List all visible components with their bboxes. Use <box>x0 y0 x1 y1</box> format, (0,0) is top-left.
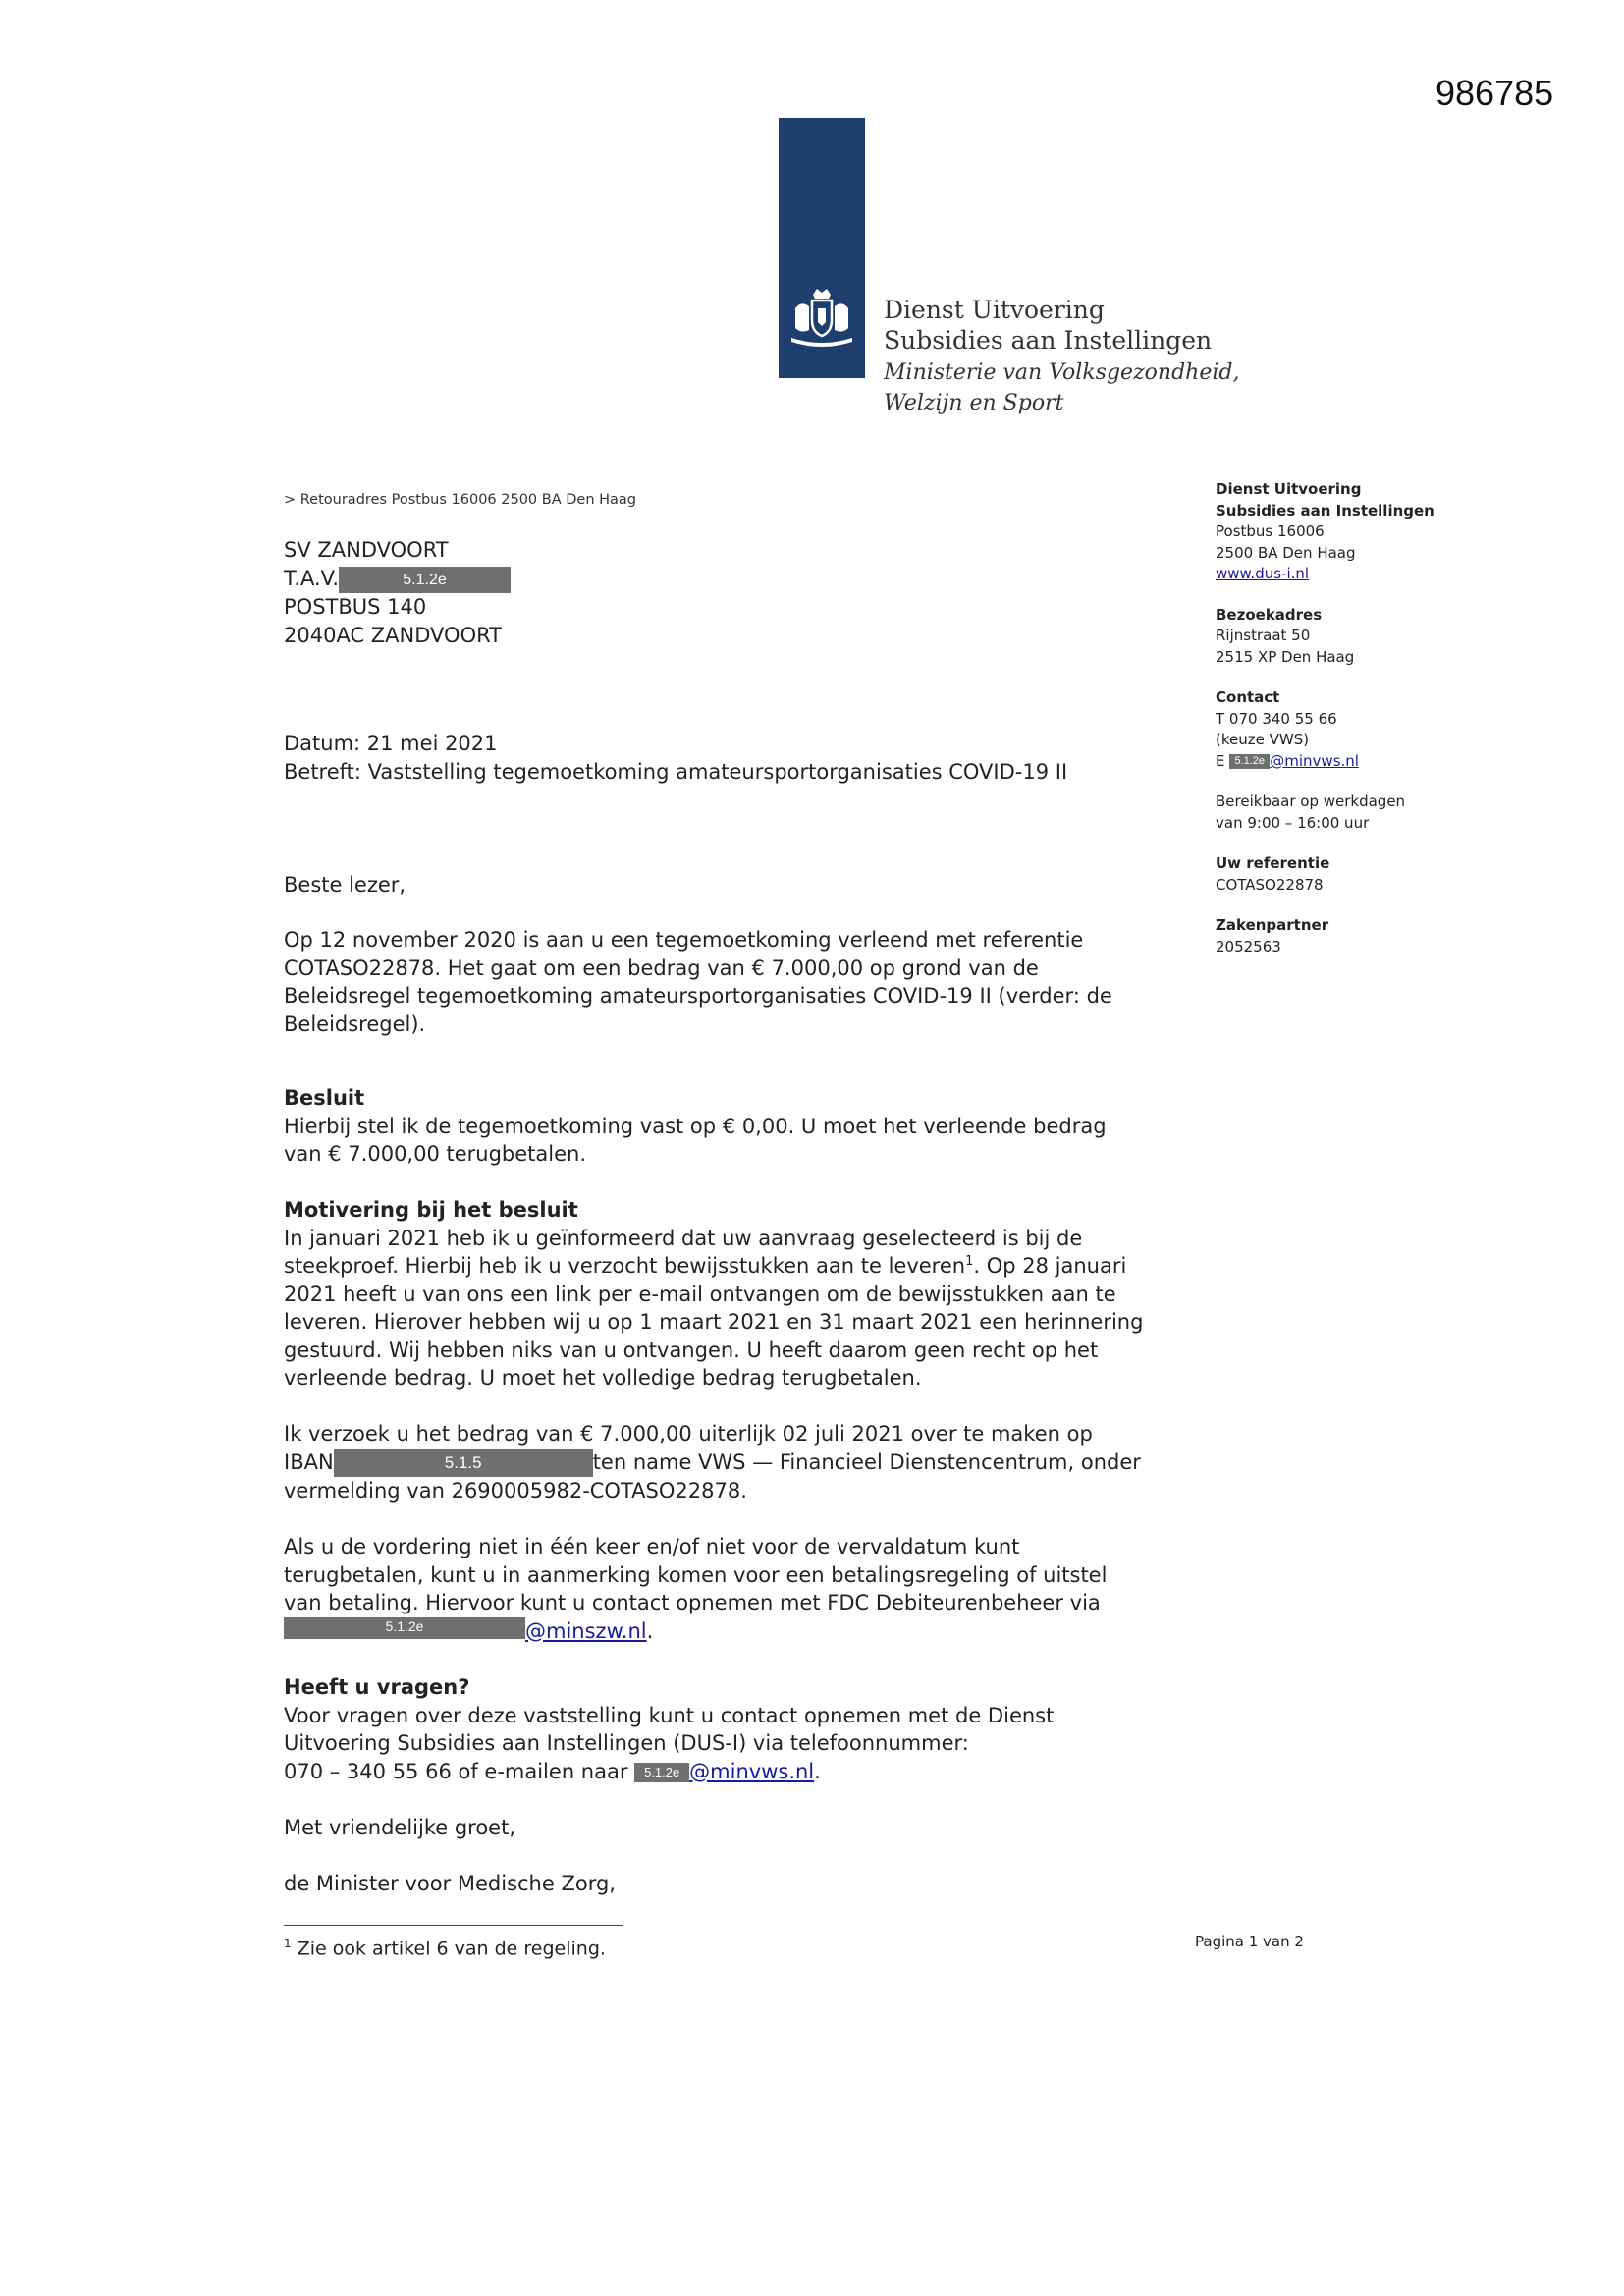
motivering-line: verleende bedrag. U moet het volledige bedrag terugbetalen. <box>284 1366 922 1390</box>
sidebar-partner-value: 2052563 <box>1216 937 1281 956</box>
sidebar-org-title2: Subsidies aan Instellingen <box>1216 501 1435 519</box>
claim-line: terugbetalen, kunt u in aanmerking komen voor een betalingsregeling of uitstel <box>284 1562 1108 1587</box>
sidebar-org-title1: Dienst Uitvoering <box>1216 480 1362 498</box>
logo-ministry-line1: Ministerie van Volksgezondheid, <box>884 360 1240 385</box>
recipient-name: SV ZANDVOORT <box>284 538 449 562</box>
sidebar-visit-city: 2515 XP Den Haag <box>1216 647 1355 666</box>
sidebar-website-link[interactable]: www.dus-i.nl <box>1216 565 1310 582</box>
payment-text: ten name VWS — Financieel Dienstencentrum, onder <box>592 1449 1141 1474</box>
recipient-address <box>284 536 511 650</box>
closing: Met vriendelijke groet, <box>284 1816 516 1839</box>
redaction-block: 5.1.2e <box>339 567 511 593</box>
claim-line: van betaling. Hiervoor kunt u contact opnemen met FDC Debiteurenbeheer via <box>284 1591 1101 1614</box>
besluit-line: van € 7.000,00 terugbetalen. <box>284 1142 587 1166</box>
motivering-line: 2021 heeft u van ons een link per e-mail ontvangen om de bewijsstukken aan te <box>284 1282 1116 1306</box>
attention-label: T.A.V. <box>284 567 340 590</box>
sidebar-reference-value: COTASO22878 <box>1216 875 1324 894</box>
logo-org-line1: Dienst Uitvoering <box>884 296 1105 324</box>
sidebar-partner-title: Zakenpartner <box>1216 916 1329 934</box>
logo-org-name <box>884 295 1212 355</box>
salutation: Beste lezer, <box>284 873 406 897</box>
return-address: > Retouradres Postbus 16006 2500 BA Den Haag <box>284 492 637 508</box>
sidebar-visit-street: Rijnstraat 50 <box>1216 627 1311 644</box>
motivering-line: leveren. Hierover hebben wij u op 1 maart 2021 en 31 maart 2021 een herinnering <box>284 1310 1144 1334</box>
document-number: 986785 <box>1435 73 1554 113</box>
recipient-city: 2040AC ZANDVOORT <box>284 624 502 647</box>
motivering-section <box>284 1196 1187 1393</box>
sidebar-hours-line2: van 9:00 – 16:00 uur <box>1216 813 1370 832</box>
sidebar-email-link[interactable]: @minvws.nl <box>1270 751 1359 770</box>
sidebar-visit-title: Bezoekadres <box>1216 605 1323 624</box>
letter-meta <box>284 730 1067 787</box>
intro-paragraph <box>284 926 1187 1038</box>
logo-ministry-line2: Welzijn en Sport <box>884 391 1064 415</box>
logo-org-line2: Subsidies aan Instellingen <box>884 326 1213 355</box>
footnote-divider <box>284 1925 623 1926</box>
besluit-heading: Besluit <box>284 1086 365 1110</box>
questions-line <box>284 1758 1187 1786</box>
payment-line: vermelding van 2690005982-COTASO22878. <box>284 1479 747 1503</box>
sidebar-postbus: Postbus 16006 <box>1216 522 1325 540</box>
letter-subject: Betreft: Vaststelling tegemoetkoming amateursportorganisaties COVID-19 II <box>284 760 1068 784</box>
motivering-text: . Op 28 januari <box>973 1254 1127 1278</box>
questions-section <box>284 1673 1187 1785</box>
redaction-block: 5.1.2e <box>1229 754 1270 769</box>
redaction-block: 5.1.5 <box>334 1449 593 1477</box>
iban-label: IBAN <box>284 1449 334 1474</box>
footnote-number: 1 <box>284 1937 292 1950</box>
claim-line: Als u de vordering niet in één keer en/of niet voor de vervaldatum kunt <box>284 1535 1020 1558</box>
questions-text: . <box>814 1759 821 1783</box>
footnote <box>284 1937 606 1959</box>
questions-heading: Heeft u vragen? <box>284 1675 470 1699</box>
redaction-block: 5.1.2e <box>284 1617 525 1639</box>
redaction-block: 5.1.2e <box>634 1763 689 1782</box>
motivering-line <box>284 1252 1187 1281</box>
letter-date: Datum: 21 mei 2021 <box>284 732 498 755</box>
page-number: Pagina 1 van 2 <box>1195 1933 1304 1950</box>
sidebar-reference-title: Uw referentie <box>1216 854 1330 872</box>
payment-section <box>284 1420 1187 1505</box>
intro-line: Op 12 november 2020 is aan u een tegemoetkoming verleend met referentie <box>284 928 1084 952</box>
sidebar-contact-title: Contact <box>1216 688 1280 706</box>
signature: de Minister voor Medische Zorg, <box>284 1872 616 1895</box>
intro-line: COTASO22878. Het gaat om een bedrag van € 7.000,00 op grond van de <box>284 956 1039 980</box>
intro-line: Beleidsregel). <box>284 1011 426 1036</box>
questions-line: Voor vragen over deze vaststelling kunt u contact opnemen met de Dienst <box>284 1703 1055 1727</box>
sidebar-hours-line1: Bereikbaar op werkdagen <box>1216 793 1406 810</box>
recipient-attention <box>284 565 511 593</box>
footnote-text: Zie ook artikel 6 van de regeling. <box>297 1938 606 1960</box>
motivering-text: steekproef. Hierbij heb ik u verzocht bewijsstukken aan te leveren <box>284 1254 966 1278</box>
motivering-line: In januari 2021 heb ik u geïnformeerd dat uw aanvraag geselecteerd is bij de <box>284 1226 1083 1250</box>
crest-icon <box>785 287 858 352</box>
payment-line: Ik verzoek u het bedrag van € 7.000,00 uiterlijk 02 juli 2021 over te maken op <box>284 1422 1093 1446</box>
claim-text: . <box>646 1618 654 1643</box>
motivering-line: gestuurd. Wij hebben niks van u ontvangen. U heeft daarom geen recht op het <box>284 1338 1099 1362</box>
claim-section <box>284 1533 1187 1645</box>
besluit-line: Hierbij stel ik de tegemoetkoming vast op € 0,00. U moet het verleende bedrag <box>284 1114 1107 1138</box>
sidebar-postcode: 2500 BA Den Haag <box>1216 543 1356 562</box>
questions-text: 070 – 340 55 66 of e-mailen naar <box>284 1759 628 1783</box>
motivering-heading: Motivering bij het besluit <box>284 1198 578 1222</box>
sidebar-phone: T 070 340 55 66 <box>1216 709 1337 728</box>
footnote-marker: 1 <box>965 1254 974 1269</box>
fdc-email-link[interactable]: @minszw.nl <box>525 1618 647 1643</box>
sidebar-email-prefix: E <box>1216 751 1225 770</box>
intro-line: Beleidsregel tegemoetkoming amateursportorganisaties COVID-19 II (verder: de <box>284 984 1112 1008</box>
sidebar-email <box>1216 751 1481 773</box>
logo-ministry-name <box>884 357 1239 418</box>
payment-line <box>284 1449 1187 1478</box>
besluit-section <box>284 1084 1187 1169</box>
recipient-postbus: POSTBUS 140 <box>284 595 427 619</box>
sidebar-phone-note: (keuze VWS) <box>1216 731 1310 748</box>
sender-sidebar <box>1216 479 1481 977</box>
dusi-email-link[interactable]: @minvws.nl <box>689 1759 815 1783</box>
claim-line <box>284 1617 1187 1646</box>
questions-line: Uitvoering Subsidies aan Instellingen (DUS-I) via telefoonnummer: <box>284 1731 969 1755</box>
